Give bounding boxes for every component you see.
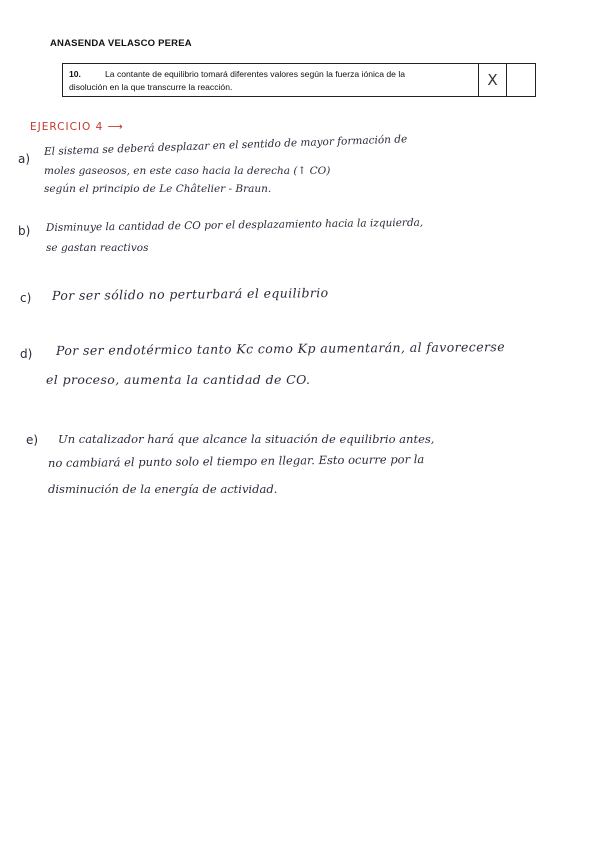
- answer-c-line1: Por ser sólido no perturbará el equilibrio: [51, 285, 329, 303]
- exercise-heading: EJERCICIO 4 ⟶: [30, 121, 124, 133]
- question-text-line2: disolución en la que transcurre la reacción.: [69, 82, 233, 92]
- answer-e-line2: no cambiará el punto solo el tiempo en llegar. Esto ocurre por la: [47, 452, 425, 470]
- answer-e-label: e): [26, 433, 39, 447]
- answer-e-line1: Un catalizador hará que alcance la situación de equilibrio antes,: [58, 432, 435, 446]
- answer-e-line3: disminución de la energía de actividad.: [48, 482, 278, 496]
- question-table: [62, 63, 536, 97]
- answer-mark: X: [487, 71, 498, 89]
- answer-d-label: d): [20, 347, 33, 361]
- answer-a-line1: El sistema se deberá desplazar en el sentido de mayor formación de: [43, 133, 408, 158]
- answer-mark-cell: [479, 64, 507, 96]
- answer-d-line2: el proceso, aumenta la cantidad de CO.: [46, 372, 311, 387]
- answer-b-line1: Disminuye la cantidad de CO por el desplazamiento hacia la izquierda,: [45, 216, 424, 234]
- question-text-cell: [63, 64, 479, 96]
- answer-c-label: c): [20, 291, 32, 305]
- answer-a-label: a): [18, 152, 31, 166]
- question-number: 10.: [69, 69, 81, 79]
- answer-a-line2: moles gaseosos, en este caso hacia la derecha (↑ CO): [44, 165, 331, 177]
- empty-cell: [507, 64, 535, 96]
- question-text-line1: La contante de equilibrio tomará diferentes valores según la fuerza iónica de la: [105, 69, 406, 79]
- answer-b-line2: se gastan reactivos: [46, 242, 149, 254]
- answer-d-line1: Por ser endotérmico tanto Kc como Kp aumentarán, al favorecerse: [55, 339, 506, 358]
- answer-b-label: b): [18, 224, 31, 238]
- author-name: ANASENDA VELASCO PEREA: [50, 38, 192, 49]
- answer-a-line3: según el principio de Le Châtelier - Braun.: [44, 183, 272, 195]
